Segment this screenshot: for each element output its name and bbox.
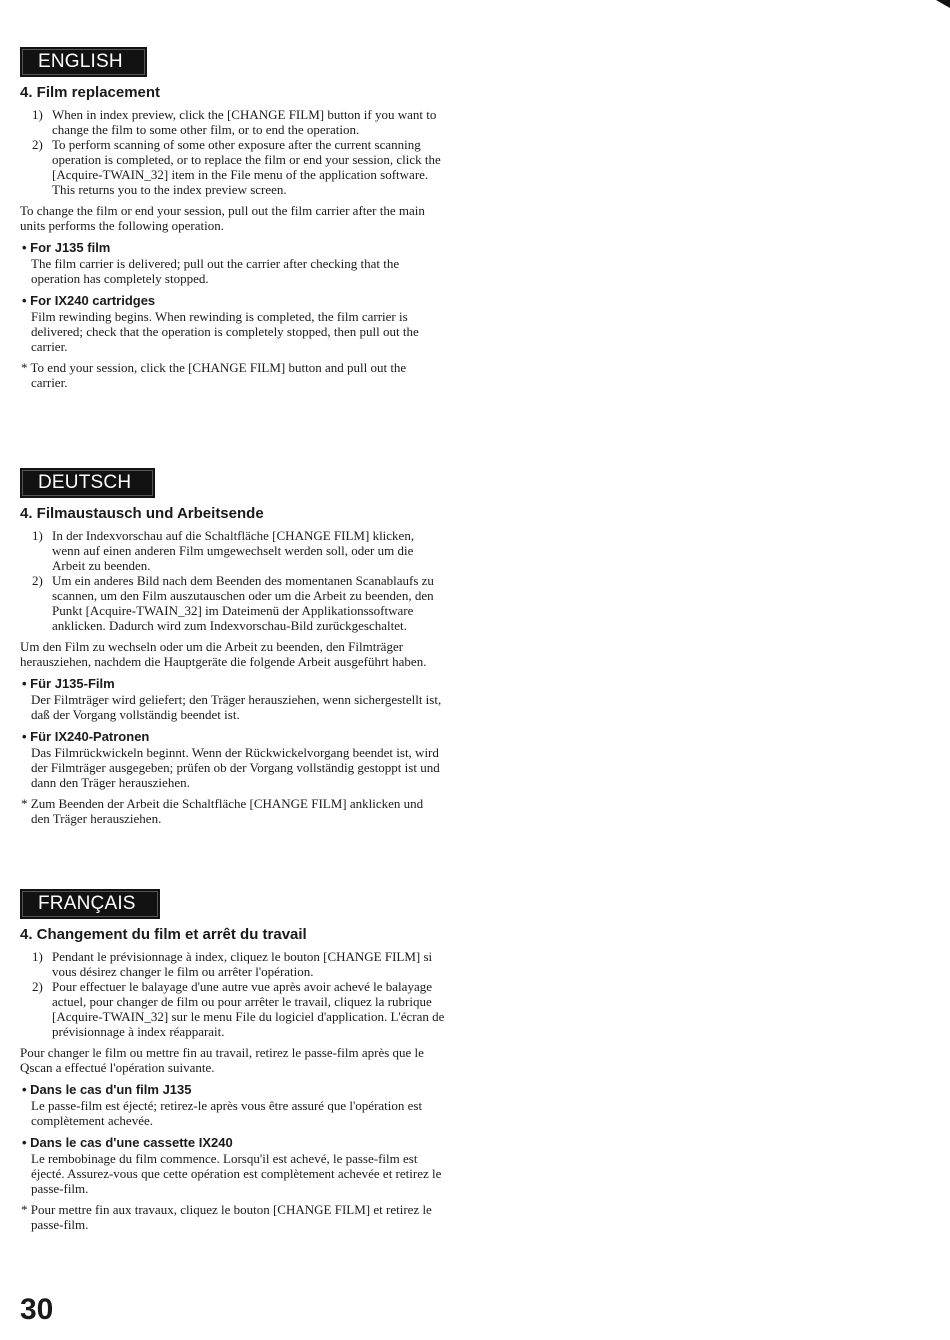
language-banner: DEUTSCH: [20, 468, 155, 498]
list-item: [20, 137, 445, 197]
list-item: [20, 949, 445, 979]
subsection-heading: • For J135 film: [22, 240, 111, 255]
step-text: Pour effectuer le balayage d'une autre vue après avoir achevé le balayage actuel, pour changer de film ou pour arrêter le travail, cliquez la rubrique [Acquire-TWAIN_32] sur le menu File du logiciel d'application. L'écran de prévisionnage à index réapparait.: [52, 979, 445, 1039]
note: * Pour mettre fin aux travaux, cliquez le bouton [CHANGE FILM] et retirez le passe-film.: [21, 1202, 432, 1232]
note: * Zum Beenden der Arbeit die Schaltfläche [CHANGE FILM] anklicken und den Träger herausziehen.: [21, 796, 424, 826]
section-title: 4. Filmaustausch und Arbeitsende: [20, 505, 264, 522]
intro-paragraph: To change the film or end your session, pull out the film carrier after the main units performs the following operation.: [20, 203, 425, 233]
subsection-heading: • Für J135-Film: [22, 676, 115, 691]
list-item: [20, 979, 445, 1039]
step-number: 2): [32, 137, 43, 152]
subsection-heading: • Für IX240-Patronen: [22, 729, 150, 744]
list-item: [20, 573, 445, 633]
intro-paragraph: Um den Film zu wechseln oder um die Arbeit zu beenden, den Filmträger herausziehen, nachdem die Hauptgeräte die folgende Arbeit ausgeführt haben.: [20, 639, 427, 669]
step-text: Pendant le prévisionnage à index, cliquez le bouton [CHANGE FILM] si vous désirez changer le film ou arrêter l'opération.: [52, 949, 433, 979]
step-text: In der Indexvorschau auf die Schaltfläche [CHANGE FILM] klicken, wenn auf einen anderen Film umgewechselt werden soll, oder um die Arbeit zu beenden.: [52, 528, 415, 573]
steps-list: [20, 528, 445, 633]
subsection-text: Das Filmrückwickeln beginnt. Wenn der Rückwickelvorgang beendet ist, wird der Filmträger ausgegeben; prüfen ob der Vorgang vollständig gestoppt ist und dann den Träger herausziehen.: [31, 745, 440, 790]
section-francais: [20, 889, 445, 1232]
section-english: [20, 47, 445, 390]
section-title: 4. Film replacement: [20, 84, 161, 101]
step-number: 2): [32, 573, 43, 588]
steps-list: [20, 107, 445, 197]
list-item: [20, 528, 445, 573]
step-number: 1): [32, 949, 43, 964]
subsection-heading: • Dans le cas d'une cassette IX240: [22, 1135, 233, 1150]
list-item: [20, 107, 445, 137]
note: * To end your session, click the [CHANGE FILM] button and pull out the carrier.: [21, 360, 407, 390]
subsection-heading: • Dans le cas d'un film J135: [22, 1082, 192, 1097]
language-banner: FRANÇAIS: [20, 889, 160, 919]
section-title: 4. Changement du film et arrêt du travail: [20, 926, 307, 943]
subsection-text: Le rembobinage du film commence. Lorsqu'il est achevé, le passe-film est éjecté. Assurez-vous que cette opération est complètement achevée et retirez le passe-film.: [31, 1151, 442, 1196]
page-number: 30: [20, 1293, 54, 1326]
step-number: 2): [32, 979, 43, 994]
subsection-text: Le passe-film est éjecté; retirez-le après vous être assuré que l'opération est complètement achevée.: [31, 1098, 423, 1128]
corner-mark: [936, 0, 950, 8]
step-text: When in index preview, click the [CHANGE FILM] button if you want to change the film to some other film, or to end the operation.: [52, 107, 437, 137]
steps-list: [20, 949, 445, 1039]
step-text: Um ein anderes Bild nach dem Beenden des momentanen Scanablaufs zu scannen, um den Film auszutauschen oder um die Arbeit zu beenden, den Punkt [Acquire-TWAIN_32] im Dateimenü der Applikationssoftware anklicken. Dadurch wird zum Indexvorschau-Bild zurückgeschaltet.: [52, 573, 434, 633]
subsection-text: Film rewinding begins. When rewinding is completed, the film carrier is delivered; check that the operation is completely stopped, then pull out the carrier.: [31, 309, 419, 354]
language-banner: ENGLISH: [20, 47, 147, 77]
subsection-text: Der Filmträger wird geliefert; den Träger herausziehen, wenn sichergestellt ist, daß der Vorgang vollständig beendet ist.: [31, 692, 442, 722]
subsection-text: The film carrier is delivered; pull out the carrier after checking that the operation has completely stopped.: [31, 256, 400, 286]
step-number: 1): [32, 107, 43, 122]
step-text: To perform scanning of some other exposure after the current scanning operation is completed, or to replace the film or end your session, click the [Acquire-TWAIN_32] item in the File menu of the application software. This returns you to the index preview screen.: [52, 137, 441, 197]
intro-paragraph: Pour changer le film ou mettre fin au travail, retirez le passe-film après que le Qscan a effectué l'opération suivante.: [20, 1045, 424, 1075]
step-number: 1): [32, 528, 43, 543]
subsection-heading: • For IX240 cartridges: [22, 293, 156, 308]
section-deutsch: [20, 468, 445, 826]
